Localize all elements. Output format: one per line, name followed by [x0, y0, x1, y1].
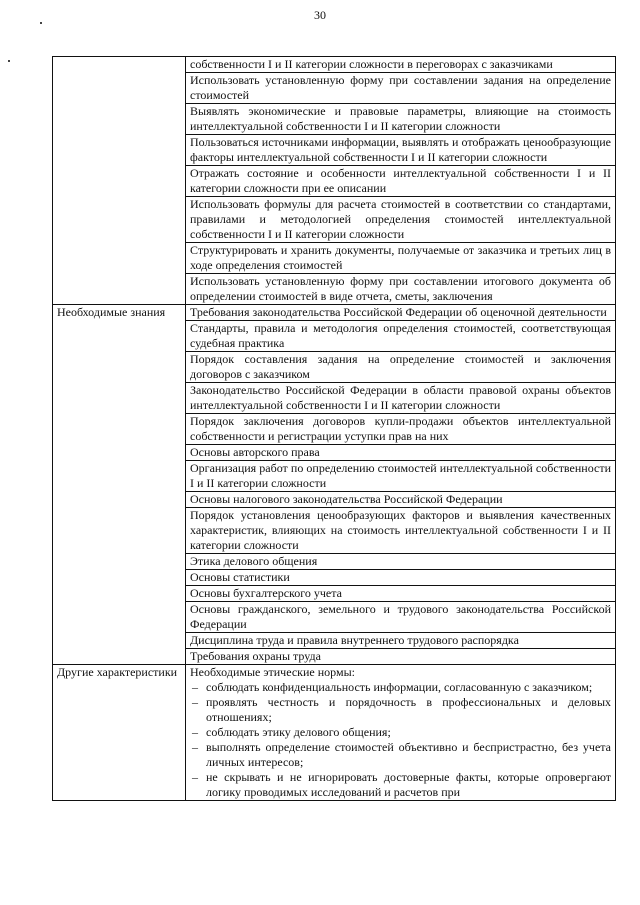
skill-item: Использовать установленную форму при составлении итогового документа об определении стоимостей в виде отчета, сметы, заключения — [186, 274, 616, 305]
ethics-item: – не скрывать и не игнорировать достоверные факты, которые опровергают логику проводимых исследований и расчетов при — [190, 770, 611, 800]
other-characteristics-cell — [186, 665, 616, 801]
knowledge-item: Организация работ по определению стоимостей интеллектуальной собственности I и II категории сложности — [186, 461, 616, 492]
skills-label-cell — [53, 57, 186, 305]
skill-item: собственности I и II категории сложности в переговорах с заказчиками — [186, 57, 616, 73]
knowledge-item: Порядок заключения договоров купли-продажи объектов интеллектуальной собственности и регистрации уступки прав на них — [186, 414, 616, 445]
knowledge-item: Основы гражданского, земельного и трудового законодательства Российской Федерации — [186, 602, 616, 633]
skill-item: Пользоваться источниками информации, выявлять и отображать ценообразующие факторы интеллектуальной собственности I и II категории сложности — [186, 135, 616, 166]
page-number: 30 — [314, 8, 326, 22]
knowledge-item: Требования законодательства Российской Федерации об оценочной деятельности — [186, 305, 616, 321]
ethics-list — [190, 680, 611, 800]
knowledge-item: Основы авторского права — [186, 445, 616, 461]
skill-item: Выявлять экономические и правовые параметры, влияющие на стоимость интеллектуальной собственности I и II категории сложности — [186, 104, 616, 135]
knowledge-item: Этика делового общения — [186, 554, 616, 570]
knowledge-item: Основы статистики — [186, 570, 616, 586]
table-row — [53, 57, 616, 73]
ethics-item: – проявлять честность и порядочность в профессиональных и деловых отношениях; — [190, 695, 611, 725]
scan-mark — [40, 22, 42, 24]
knowledge-item: Дисциплина труда и правила внутреннего трудового распорядка — [186, 633, 616, 649]
scan-mark — [8, 60, 10, 62]
knowledge-item: Основы бухгалтерского учета — [186, 586, 616, 602]
skill-item: Структурировать и хранить документы, получаемые от заказчика и третьих лиц в ходе определения стоимостей — [186, 243, 616, 274]
table-row — [53, 305, 616, 321]
knowledge-item: Требования охраны труда — [186, 649, 616, 665]
knowledge-item: Основы налогового законодательства Российской Федерации — [186, 492, 616, 508]
knowledge-label: Необходимые знания — [53, 305, 186, 665]
skill-item: Отражать состояние и особенности интеллектуальной собственности I и II категории сложности при ее описании — [186, 166, 616, 197]
ethics-item: – выполнять определение стоимостей объективно и беспристрастно, без учета личных интересов; — [190, 740, 611, 770]
skill-item: Использовать установленную форму при составлении задания на определение стоимостей — [186, 73, 616, 104]
ethics-item: – соблюдать конфиденциальность информации, согласованную с заказчиком; — [190, 680, 611, 695]
knowledge-item: Законодательство Российской Федерации в области правовой охраны объектов интеллектуальной собственности I и II категории сложности — [186, 383, 616, 414]
knowledge-item: Порядок составления задания на определение стоимостей и заключения договоров с заказчиком — [186, 352, 616, 383]
other-label: Другие характеристики — [53, 665, 186, 801]
table-row — [53, 665, 616, 801]
ethics-item: – соблюдать этику делового общения; — [190, 725, 611, 740]
ethics-intro: Необходимые этические нормы: — [190, 665, 355, 679]
knowledge-item: Порядок установления ценообразующих факторов и выявления качественных характеристик, влияющих на стоимость интеллектуальной собственности I и II категории сложности — [186, 508, 616, 554]
knowledge-item: Стандарты, правила и методология определения стоимостей, соответствующая судебная практика — [186, 321, 616, 352]
skill-item: Использовать формулы для расчета стоимостей в соответствии со стандартами, правилами и методологией определения стоимостей интеллектуальной собственности I и II категории сложности — [186, 197, 616, 243]
competency-table — [52, 56, 616, 801]
